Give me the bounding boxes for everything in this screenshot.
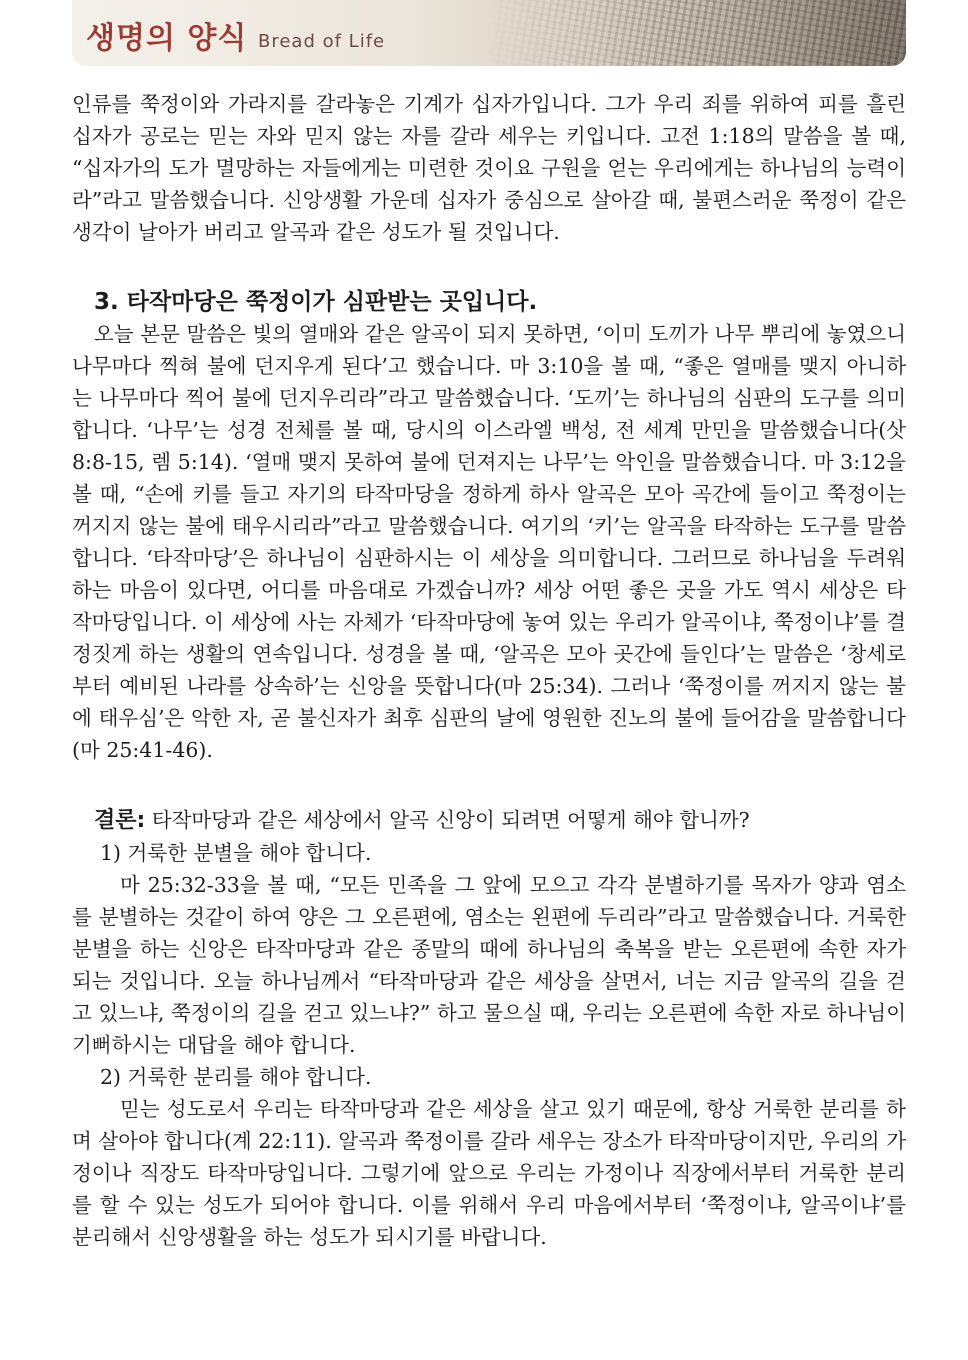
conclusion-label: 결론: xyxy=(94,808,146,833)
intro-paragraph: 인류를 쭉정이와 가라지를 갈라놓은 기계가 십자가입니다. 그가 우리 죄를 위하여 피를 흘린 십자가 공로는 믿는 자와 믿지 않는 자를 갈라 세우는 키입니다. 고전 1:18의 말씀을 볼 때, “십자가의 도가 멸망하는 자들에게는 미련한 것이요 구원을 얻는 우리에게는 하나님의 능력이라”라고 말씀했습니다. 신앙생활 가운데 십자가 중심으로 살아갈 때, 불편스러운 쭉정이 같은 생각이 날아가 버리고 알곡과 같은 성도가 될 것입니다. xyxy=(72,92,906,244)
conclusion-point-2-title: 2) 거룩한 분리를 해야 합니다. xyxy=(100,1065,372,1089)
header-title-korean: 생명의 양식 xyxy=(86,21,248,56)
conclusion-line xyxy=(72,804,906,837)
section-3-paragraph: 오늘 본문 말씀은 빛의 열매와 같은 알곡이 되지 못하면, ‘이미 도끼가 나무 뿌리에 놓였으니 나무마다 찍혀 불에 던지우게 된다’고 했습니다. 마 3:10을 볼 때, “좋은 열매를 맺지 아니하는 나무마다 찍어 불에 던지우리라”라고 말씀했습니다. ‘도끼’는 하나님의 심판의 도구를 의미합니다. ‘나무’는 성경 전체를 볼 때, 당시의 이스라엘 백성, 전 세계 만민을 말씀했습니다(삿 8:8-15, 렘 5:14). ‘열매 맺지 못하여 불에 던져지는 나무’는 악인을 말씀했습니다. 마 3:12을 볼 때, “손에 키를 들고 자기의 타작마당을 정하게 하사 알곡은 모아 곡간에 들이고 쭉정이는 꺼지지 않는 불에 태우시리라”라고 말씀했습니다. 여기의 ‘키’는 알곡을 타작하는 도구를 말씀합니다. ‘타작마당’은 하나님이 심판하시는 이 세상을 의미합니다. 그러므로 하나님을 두려워하는 마음이 있다면, 어디를 마음대로 가겠습니까? 세상 어떤 좋은 곳을 가도 역시 세상은 타작마당입니다. 이 세상에 사는 자체가 ‘타작마당에 놓여 있는 우리가 알곡이냐, 쭉정이냐’를 결정짓게 하는 생활의 연속입니다. 성경을 볼 때, ‘알곡은 모아 곳간에 들인다’는 말씀은 ‘창세로부터 예비된 나라를 상속하’는 신앙을 뜻합니다(마 25:34). 그러나 ‘쭉정이를 꺼지지 않는 불에 태우심’은 악한 자, 곧 불신자가 최후 심판의 날에 영원한 진노의 불에 들어감을 말씀합니다(마 25:41-46). xyxy=(72,322,906,762)
conclusion-point-1-text: 마 25:32-33을 볼 때, “모든 민족을 그 앞에 모으고 각각 분별하기를 목자가 양과 염소를 분별하는 것같이 하여 양은 그 오른편에, 염소는 왼편에 두리라”라고 말씀했습니다. 거룩한 분별을 하는 신앙은 타작마당과 같은 종말의 때에 하나님의 축복을 받는 오른편에 속한 자가 되는 것입니다. 오늘 하나님께서 “타작마당과 같은 세상을 살면서, 너는 지금 알곡의 길을 걷고 있느냐, 쭉정이의 길을 걷고 있느냐?” 하고 물으실 때, 우리는 오른편에 속한 자로 하나님이 기뻐하시는 대답을 해야 합니다. xyxy=(72,873,906,1057)
conclusion-point-1-title: 1) 거룩한 분별을 해야 합니다. xyxy=(100,841,372,865)
section-3-heading: 3. 타작마당은 쭉정이가 심판받는 곳입니다. xyxy=(94,289,538,315)
conclusion-question: 타작마당과 같은 세상에서 알곡 신앙이 되려면 어떻게 해야 합니까? xyxy=(145,808,750,832)
header-background-photo xyxy=(486,0,906,66)
article-body xyxy=(72,88,906,1253)
page-header-banner xyxy=(72,0,906,66)
header-title-english: Bread of Life xyxy=(258,31,386,52)
conclusion-point-2-text: 믿는 성도로서 우리는 타작마당과 같은 세상을 살고 있기 때문에, 항상 거룩한 분리를 하며 살아야 합니다(계 22:11). 알곡과 쭉정이를 갈라 세우는 장소가 타작마당이지만, 우리의 가정이나 직장도 타작마당입니다. 그렇기에 앞으로 우리는 가정이나 직장에서부터 거룩한 분리를 할 수 있는 성도가 되어야 합니다. 이를 위해서 우리 마음에서부터 ‘쭉정이냐, 알곡이냐’를 분리해서 신앙생활을 하는 성도가 되시기를 바랍니다. xyxy=(72,1097,906,1249)
